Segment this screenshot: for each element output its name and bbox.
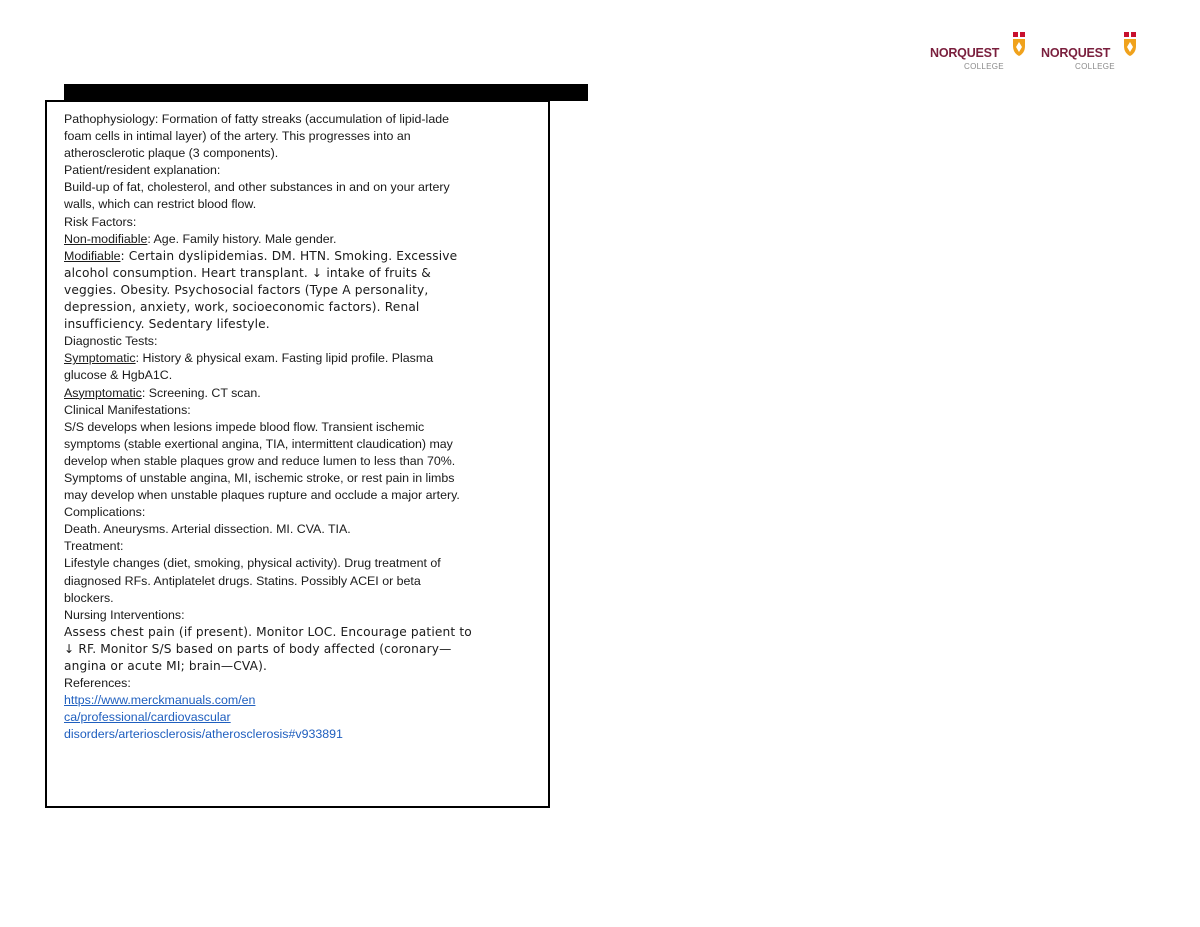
treatment-heading: Treatment: xyxy=(64,539,124,554)
symptomatic-label: Symptomatic xyxy=(64,351,136,366)
logo-subtitle: COLLEGE xyxy=(1075,62,1115,71)
patient-heading: Patient/resident explanation: xyxy=(64,163,221,178)
reference-link[interactable] xyxy=(64,726,542,743)
shield-icon xyxy=(1123,32,1137,56)
logo-wordmark: NORQUEST xyxy=(930,46,1000,60)
clinical-line: may develop when unstable plaques rupture and occlude a major artery. xyxy=(64,488,460,503)
treatment-line: diagnosed RFs. Antiplatelet drugs. Statins. Possibly ACEI or beta xyxy=(64,573,421,588)
treatment-line: Lifestyle changes (diet, smoking, physical activity). Drug treatment of xyxy=(64,556,441,571)
modifiable-label: Modifiable xyxy=(64,248,121,263)
asymptomatic-label: Asymptomatic xyxy=(64,385,142,400)
clinical-line: develop when stable plaques grow and reduce lumen to less than 70%. xyxy=(64,453,456,468)
asymptomatic-line xyxy=(64,385,542,402)
nursing-line: Assess chest pain (if present). Monitor LOC. Encourage patient to xyxy=(64,624,472,639)
symptomatic-line xyxy=(64,350,542,367)
patient-line: walls, which can restrict blood flow. xyxy=(64,197,257,212)
shield-icon xyxy=(1012,32,1026,56)
reference-link[interactable] xyxy=(64,709,542,726)
nursing-line: angina or acute MI; brain—CVA). xyxy=(64,659,268,673)
modifiable-line xyxy=(64,248,542,265)
risk-heading: Risk Factors: xyxy=(64,214,137,229)
clinical-line: symptoms (stable exertional angina, TIA, intermittent claudication) may xyxy=(64,436,453,451)
patho-line: Pathophysiology: Formation of fatty streaks (accumulation of lipid-lade xyxy=(64,112,449,126)
complications-heading: Complications: xyxy=(64,505,146,520)
reference-link-text[interactable]: ca/professional/cardiovascular xyxy=(64,710,231,725)
norquest-logo xyxy=(930,30,1030,74)
modifiable-line: alcohol consumption. Heart transplant. ↓ intake of fruits & xyxy=(64,265,431,280)
treatment-line: blockers. xyxy=(64,590,114,605)
modifiable-line: insufficiency. Sedentary lifestyle. xyxy=(64,317,270,332)
nonmodifiable-line xyxy=(64,231,542,248)
patient-line: Build-up of fat, cholesterol, and other substances in and on your artery xyxy=(64,180,450,195)
modifiable-line: veggies. Obesity. Psychosocial factors (Type A personality, xyxy=(64,282,429,297)
asymptomatic-text: : Screening. CT scan. xyxy=(141,385,261,400)
modifiable-line: depression, anxiety, work, socioeconomic factors). Renal xyxy=(64,300,420,315)
header-bar xyxy=(64,84,588,101)
reference-link-text[interactable]: disorders/arteriosclerosis/atherosclerosis#v933891 xyxy=(64,727,343,742)
norquest-logo xyxy=(1041,30,1141,74)
reference-link[interactable] xyxy=(64,692,542,709)
card-content xyxy=(64,111,542,743)
reference-link-text[interactable]: https://www.merckmanuals.com/en xyxy=(64,693,256,708)
clinical-heading: Clinical Manifestations: xyxy=(64,402,191,417)
patho-line: foam cells in intimal layer) of the artery. This progresses into an xyxy=(64,129,411,144)
clinical-line: S/S develops when lesions impede blood flow. Transient ischemic xyxy=(64,419,425,434)
logo-wordmark: NORQUEST xyxy=(1041,46,1111,60)
nursing-line: ↓ RF. Monitor S/S based on parts of body affected (coronary— xyxy=(64,641,452,656)
clinical-line: Symptoms of unstable angina, MI, ischemic stroke, or rest pain in limbs xyxy=(64,470,455,485)
info-card xyxy=(45,100,550,808)
nonmodifiable-label: Non-modifiable xyxy=(64,231,148,246)
logo-subtitle: COLLEGE xyxy=(964,62,1004,71)
symptomatic-text: : History & physical exam. Fasting lipid profile. Plasma xyxy=(135,351,434,366)
patho-line: atherosclerotic plaque (3 components). xyxy=(64,146,279,161)
nursing-heading: Nursing Interventions: xyxy=(64,607,185,622)
symptomatic-line: glucose & HgbA1C. xyxy=(64,368,173,383)
modifiable-text: : Certain dyslipidemias. DM. HTN. Smoking. Excessive xyxy=(120,248,458,263)
nonmodifiable-text: : Age. Family history. Male gender. xyxy=(147,231,337,246)
complications-line: Death. Aneurysms. Arterial dissection. MI. CVA. TIA. xyxy=(64,522,351,537)
diagnostic-heading: Diagnostic Tests: xyxy=(64,334,158,349)
references-heading: References: xyxy=(64,676,131,691)
